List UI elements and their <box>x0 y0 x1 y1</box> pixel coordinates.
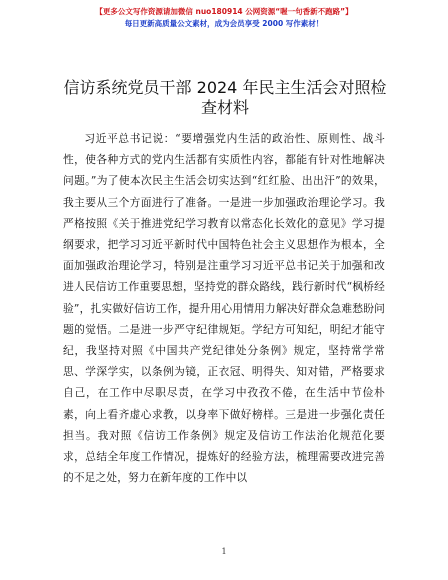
promo-banner-line-1: 【更多公文写作资源请加微信 nuo180914 公网资源“喔一句香新不跑路”】 <box>95 7 353 16</box>
page-number: 1 <box>221 547 227 556</box>
document-body-paragraph: 习近平总书记说：“要增强党内生活的政治性、原则性、战斗性，使各种方式的党内生活都有实质性内容，都能有针对性地解决问题。”为了使本次民主生活会切实达到“红红脸、出出汗”的效果，我主要从三个方面进行了准备。一是进一步加强政治理论学习。我严格按照《关于推进党纪学习教育以常态化长效化的意见》学习提纲要求，把学习习近平新时代中国特色社会主义思想作为根本，全面加强政治理论学习，特别是注重学习习近平总书记关于加强和改进人民信访工作重要思想，坚持党的群众路线，践行新时代“枫桥经验”，扎实做好信访工作，提升用心用情用力解决好群众急难愁盼问题的觉悟。二是进一步严守纪律规矩。学纪方可知纪，明纪才能守纪，我坚持对照《中国共产党纪律处分条例》规定，坚持常学常思、学深学实，以条例为镜，正衣冠、明得失、知对错，严格要求自己，在工作中尽职尽责，在学习中孜孜不倦，在生活中节俭朴素，向上看齐虚心求教，以身率下做好榜样。三是进一步强化责任担当。我对照《信访工作条例》规定及信访工作法治化规范化要求，总结全年度工作情况，提炼好的经验方法，梳理需要改进完善的不足之处，努力在新年度的工作中以 <box>63 132 385 485</box>
promo-banner <box>0 6 448 30</box>
promo-banner-line-2: 每日更新高质量公文素材，成为会员享受 2000 写作素材！ <box>124 19 324 28</box>
document-title: 信访系统党员干部 2024 年民主生活会对照检查材料 <box>63 78 387 117</box>
